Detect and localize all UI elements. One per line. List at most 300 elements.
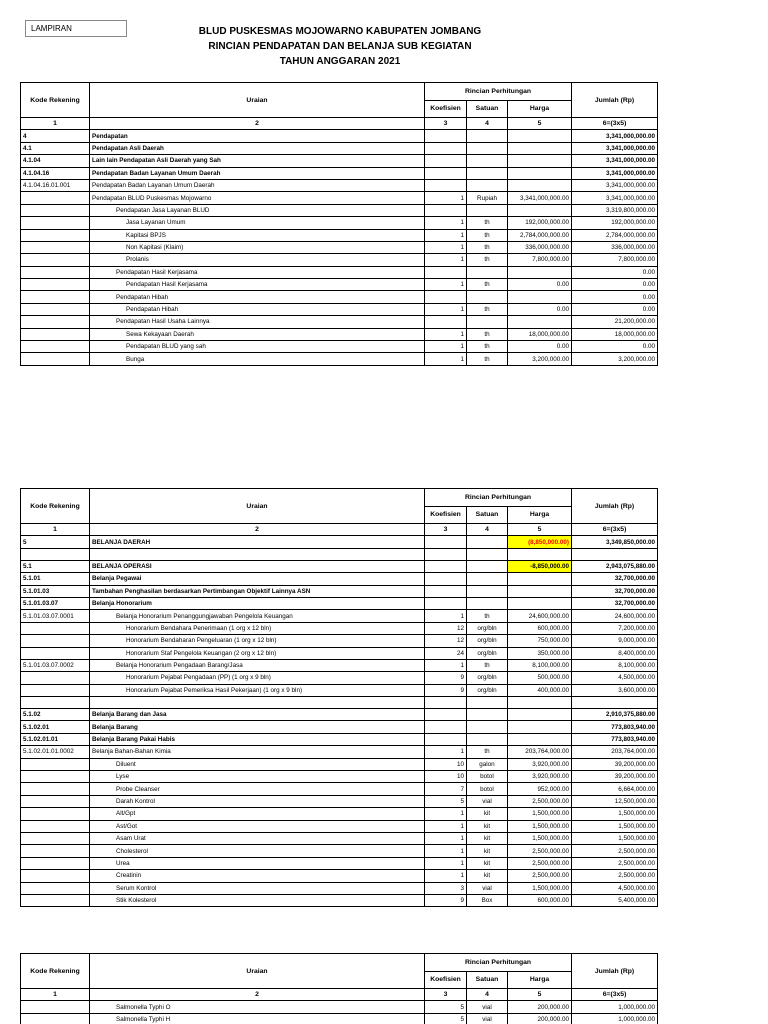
cell-koefisien: 12	[425, 635, 467, 647]
cell-koefisien	[425, 266, 467, 278]
cell-uraian: Lyse	[90, 771, 425, 783]
column-header-jumlah: Jumlah (Rp)	[572, 954, 658, 989]
cell-jumlah: 3,341,000,000.00	[572, 192, 658, 204]
column-number-kode: 1	[21, 524, 90, 536]
cell-uraian: Belanja Honorarium Penanggungjawaban Pengelola Keuangan	[90, 610, 425, 622]
cell-koefisien: 1	[425, 610, 467, 622]
cell-kode-rekening	[21, 229, 90, 241]
column-number-uraian: 2	[90, 989, 425, 1001]
table-row	[21, 709, 658, 721]
cell-koefisien: 1	[425, 192, 467, 204]
cell-harga: 2,500,000.00	[508, 857, 572, 869]
column-number-koefisien: 3	[425, 524, 467, 536]
table-row	[21, 167, 658, 179]
cell-harga: 200,000.00	[508, 1001, 572, 1013]
cell-harga	[508, 204, 572, 216]
cell-uraian: Prolanis	[90, 254, 425, 266]
cell-kode-rekening	[21, 241, 90, 253]
cell-harga: 0.00	[508, 279, 572, 291]
cell-uraian: Belanja Honorarium	[90, 597, 425, 609]
cell-satuan: th	[467, 659, 508, 671]
cell-harga: 3,920,000.00	[508, 771, 572, 783]
cell-jumlah: 12,500,000.00	[572, 795, 658, 807]
cell-jumlah: 2,500,000.00	[572, 870, 658, 882]
cell-satuan: vial	[467, 1013, 508, 1024]
cell-kode-rekening	[21, 279, 90, 291]
cell-koefisien: 1	[425, 746, 467, 758]
table-row	[21, 845, 658, 857]
cell-harga: 500,000.00	[508, 672, 572, 684]
table-row	[21, 241, 658, 253]
cell-uraian: Jasa Layanan Umum	[90, 217, 425, 229]
cell-kode-rekening	[21, 697, 90, 709]
table-row	[21, 1001, 658, 1013]
cell-harga: 1,500,000.00	[508, 820, 572, 832]
column-number-uraian: 2	[90, 118, 425, 130]
cell-uraian: Kapitasi BPJS	[90, 229, 425, 241]
cell-jumlah: 2,943,075,880.00	[572, 560, 658, 572]
cell-uraian: Creatinin	[90, 870, 425, 882]
cell-uraian: Honorarium Pejabat Pemeriksa Hasil Pekerjaan) (1 org x 9 bln)	[90, 684, 425, 696]
column-number-koefisien: 3	[425, 118, 467, 130]
table-row	[21, 820, 658, 832]
cell-kode-rekening	[21, 894, 90, 906]
cell-kode-rekening	[21, 291, 90, 303]
column-number-jumlah: 6=(3x5)	[572, 524, 658, 536]
lampiran-label: LAMPIRAN	[25, 20, 127, 37]
cell-uraian: Belanja Barang Pakai Habis	[90, 733, 425, 745]
cell-harga: 1,500,000.00	[508, 832, 572, 844]
cell-jumlah: 0.00	[572, 341, 658, 353]
cell-uraian: Bunga	[90, 353, 425, 365]
table-row	[21, 597, 658, 609]
cell-kode-rekening	[21, 217, 90, 229]
column-number-uraian: 2	[90, 524, 425, 536]
cell-jumlah: 773,803,940.00	[572, 721, 658, 733]
cell-koefisien	[425, 291, 467, 303]
cell-satuan: th	[467, 328, 508, 340]
cell-uraian: Serum Kontrol	[90, 882, 425, 894]
cell-uraian: Honorarium Bendahara Penerimaan (1 org x 12 bln)	[90, 622, 425, 634]
cell-jumlah: 192,000,000.00	[572, 217, 658, 229]
cell-harga: 3,200,000.00	[508, 353, 572, 365]
cell-satuan	[467, 179, 508, 191]
cell-harga: 1,500,000.00	[508, 808, 572, 820]
cell-koefisien: 1	[425, 659, 467, 671]
cell-koefisien	[425, 733, 467, 745]
cell-uraian: Pendapatan Jasa Layanan BLUD	[90, 204, 425, 216]
cell-jumlah: 2,500,000.00	[572, 857, 658, 869]
cell-harga: 0.00	[508, 303, 572, 315]
cell-satuan: th	[467, 746, 508, 758]
cell-harga	[508, 167, 572, 179]
cell-jumlah: 32,700,000.00	[572, 573, 658, 585]
table-row	[21, 832, 658, 844]
cell-jumlah: 32,700,000.00	[572, 597, 658, 609]
cell-satuan	[467, 721, 508, 733]
cell-harga: 2,500,000.00	[508, 795, 572, 807]
cell-satuan: Rupiah	[467, 192, 508, 204]
cell-satuan	[467, 204, 508, 216]
table-row	[21, 204, 658, 216]
cell-koefisien: 12	[425, 622, 467, 634]
column-header-kode: Kode Rekening	[21, 954, 90, 989]
column-header-kode: Kode Rekening	[21, 489, 90, 524]
cell-uraian: Stik Kolesterol	[90, 894, 425, 906]
cell-koefisien: 1	[425, 229, 467, 241]
table-row	[21, 1013, 658, 1024]
column-header-satuan: Satuan	[467, 971, 508, 988]
cell-koefisien: 1	[425, 341, 467, 353]
cell-kode-rekening: 5	[21, 536, 90, 548]
table-row	[21, 610, 658, 622]
cell-harga: 400,000.00	[508, 684, 572, 696]
table-row	[21, 229, 658, 241]
cell-uraian: Non Kapitasi (Klaim)	[90, 241, 425, 253]
table-row	[21, 142, 658, 154]
table-header	[21, 954, 658, 1001]
cell-kode-rekening	[21, 857, 90, 869]
cell-jumlah: 3,341,000,000.00	[572, 130, 658, 142]
cell-harga: 2,784,000,000.00	[508, 229, 572, 241]
column-number-kode: 1	[21, 118, 90, 130]
cell-kode-rekening	[21, 1001, 90, 1013]
column-header-koefisien: Koefisien	[425, 100, 467, 117]
cell-koefisien	[425, 204, 467, 216]
cell-koefisien	[425, 142, 467, 154]
cell-koefisien: 1	[425, 279, 467, 291]
column-header-rincian: Rincian Perhitungan	[425, 489, 572, 507]
cell-jumlah: 4,500,000.00	[572, 672, 658, 684]
table-row	[21, 279, 658, 291]
cell-satuan: th	[467, 303, 508, 315]
cell-koefisien: 1	[425, 353, 467, 365]
cell-satuan: th	[467, 254, 508, 266]
cell-kode-rekening	[21, 622, 90, 634]
column-number-satuan: 4	[467, 118, 508, 130]
cell-koefisien	[425, 179, 467, 191]
cell-satuan: th	[467, 229, 508, 241]
cell-satuan: botol	[467, 771, 508, 783]
cell-satuan	[467, 733, 508, 745]
cell-kode-rekening: 5.1.01.03.07	[21, 597, 90, 609]
table-row	[21, 721, 658, 733]
cell-uraian: Belanja Honorarium Pengadaan Barang/Jasa	[90, 659, 425, 671]
cell-kode-rekening	[21, 635, 90, 647]
table-row	[21, 536, 658, 548]
cell-jumlah: 0.00	[572, 266, 658, 278]
cell-uraian: Probe Cleanser	[90, 783, 425, 795]
cell-satuan: Box	[467, 894, 508, 906]
cell-jumlah: 3,349,850,000.00	[572, 536, 658, 548]
cell-uraian: BELANJA DAERAH	[90, 536, 425, 548]
cell-satuan: th	[467, 353, 508, 365]
cell-koefisien: 10	[425, 771, 467, 783]
cell-koefisien	[425, 709, 467, 721]
cell-jumlah	[572, 548, 658, 560]
cell-uraian: Belanja Bahan-Bahan Kimia	[90, 746, 425, 758]
cell-koefisien	[425, 155, 467, 167]
cell-jumlah: 203,764,000.00	[572, 746, 658, 758]
cell-koefisien: 1	[425, 217, 467, 229]
cell-kode-rekening	[21, 647, 90, 659]
cell-koefisien: 1	[425, 241, 467, 253]
cell-jumlah: 21,200,000.00	[572, 316, 658, 328]
cell-jumlah	[572, 697, 658, 709]
cell-kode-rekening: 4.1.04.16	[21, 167, 90, 179]
cell-uraian: Darah Kontrol	[90, 795, 425, 807]
cell-harga: 2,500,000.00	[508, 870, 572, 882]
cell-koefisien	[425, 316, 467, 328]
cell-satuan	[467, 585, 508, 597]
table-row	[21, 316, 658, 328]
table-row	[21, 684, 658, 696]
cell-harga: 336,000,000.00	[508, 241, 572, 253]
cell-harga	[508, 697, 572, 709]
column-header-koefisien: Koefisien	[425, 971, 467, 988]
cell-uraian: Pendapatan Badan Layanan Umum Daerah	[90, 179, 425, 191]
cell-jumlah: 2,500,000.00	[572, 845, 658, 857]
cell-uraian: Belanja Pegawai	[90, 573, 425, 585]
cell-koefisien	[425, 697, 467, 709]
cell-kode-rekening: 5.1	[21, 560, 90, 572]
rincian-table-pendapatan	[20, 82, 658, 366]
cell-uraian: Pendapatan Hibah	[90, 303, 425, 315]
column-header-harga: Harga	[508, 971, 572, 988]
cell-jumlah: 39,200,000.00	[572, 771, 658, 783]
cell-koefisien: 9	[425, 684, 467, 696]
cell-uraian: Pendapatan Hibah	[90, 291, 425, 303]
cell-satuan: th	[467, 341, 508, 353]
column-number-harga: 5	[508, 524, 572, 536]
cell-satuan: vial	[467, 795, 508, 807]
cell-kode-rekening	[21, 192, 90, 204]
table-row	[21, 254, 658, 266]
column-number-satuan: 4	[467, 524, 508, 536]
table-row	[21, 328, 658, 340]
cell-koefisien: 5	[425, 795, 467, 807]
cell-harga: 24,600,000.00	[508, 610, 572, 622]
cell-uraian: Urea	[90, 857, 425, 869]
column-number-jumlah: 6=(3x5)	[572, 989, 658, 1001]
cell-kode-rekening	[21, 783, 90, 795]
cell-harga: 3,920,000.00	[508, 758, 572, 770]
cell-jumlah: 39,200,000.00	[572, 758, 658, 770]
cell-uraian: Honorarium Staf Pengelola Keuangan (2 org x 12 bln)	[90, 647, 425, 659]
cell-harga	[508, 266, 572, 278]
cell-satuan	[467, 597, 508, 609]
cell-harga: 1,500,000.00	[508, 882, 572, 894]
cell-satuan: vial	[467, 882, 508, 894]
cell-jumlah: 8,100,000.00	[572, 659, 658, 671]
cell-harga	[508, 573, 572, 585]
cell-kode-rekening	[21, 548, 90, 560]
cell-kode-rekening	[21, 316, 90, 328]
cell-jumlah: 1,000,000.00	[572, 1013, 658, 1024]
cell-satuan	[467, 155, 508, 167]
cell-harga	[508, 142, 572, 154]
cell-uraian: Salmonella Typhi O	[90, 1001, 425, 1013]
cell-kode-rekening	[21, 771, 90, 783]
cell-satuan	[467, 548, 508, 560]
cell-kode-rekening	[21, 795, 90, 807]
cell-uraian: Sewa Kekayaan Daerah	[90, 328, 425, 340]
cell-uraian: BELANJA OPERASI	[90, 560, 425, 572]
cell-harga: 18,000,000.00	[508, 328, 572, 340]
cell-jumlah: 773,803,940.00	[572, 733, 658, 745]
cell-harga: (8,850,000.00)	[508, 536, 572, 548]
cell-kode-rekening	[21, 341, 90, 353]
cell-koefisien: 7	[425, 783, 467, 795]
cell-satuan: kit	[467, 870, 508, 882]
cell-harga	[508, 179, 572, 191]
cell-koefisien	[425, 721, 467, 733]
column-header-uraian: Uraian	[90, 83, 425, 118]
column-number-harga: 5	[508, 118, 572, 130]
table-row	[21, 130, 658, 142]
cell-kode-rekening	[21, 254, 90, 266]
column-header-koefisien: Koefisien	[425, 506, 467, 523]
cell-kode-rekening	[21, 882, 90, 894]
cell-uraian: Alt/Gpt	[90, 808, 425, 820]
cell-koefisien	[425, 560, 467, 572]
column-header-rincian: Rincian Perhitungan	[425, 83, 572, 101]
cell-jumlah: 0.00	[572, 279, 658, 291]
cell-koefisien: 5	[425, 1001, 467, 1013]
cell-kode-rekening	[21, 353, 90, 365]
cell-harga: 952,000.00	[508, 783, 572, 795]
cell-jumlah: 3,341,000,000.00	[572, 155, 658, 167]
cell-harga	[508, 709, 572, 721]
table-row	[21, 560, 658, 572]
column-header-jumlah: Jumlah (Rp)	[572, 83, 658, 118]
cell-satuan: org/bln	[467, 672, 508, 684]
cell-harga	[508, 721, 572, 733]
table-row	[21, 353, 658, 365]
cell-uraian: Pendapatan Badan Layanan Umum Daerah	[90, 167, 425, 179]
cell-uraian	[90, 697, 425, 709]
cell-kode-rekening: 4.1.04.16.01.001	[21, 179, 90, 191]
column-number-koefisien: 3	[425, 989, 467, 1001]
cell-kode-rekening: 4.1	[21, 142, 90, 154]
table-row	[21, 771, 658, 783]
cell-satuan: th	[467, 610, 508, 622]
cell-koefisien: 1	[425, 832, 467, 844]
cell-satuan	[467, 316, 508, 328]
cell-koefisien	[425, 548, 467, 560]
column-header-jumlah: Jumlah (Rp)	[572, 489, 658, 524]
column-number-harga: 5	[508, 989, 572, 1001]
cell-kode-rekening	[21, 845, 90, 857]
table-row	[21, 870, 658, 882]
cell-harga: 0.00	[508, 341, 572, 353]
column-number-jumlah: 6=(3x5)	[572, 118, 658, 130]
column-header-uraian: Uraian	[90, 489, 425, 524]
rincian-table-continued	[20, 953, 658, 1024]
cell-satuan	[467, 560, 508, 572]
column-number-satuan: 4	[467, 989, 508, 1001]
table-row	[21, 808, 658, 820]
column-header-uraian: Uraian	[90, 954, 425, 989]
cell-satuan	[467, 142, 508, 154]
cell-jumlah: 1,000,000.00	[572, 1001, 658, 1013]
table-row	[21, 585, 658, 597]
cell-jumlah: 0.00	[572, 291, 658, 303]
header-title-line3: TAHUN ANGGARAN 2021	[279, 56, 401, 67]
cell-harga: 8,100,000.00	[508, 659, 572, 671]
cell-harga: 350,000.00	[508, 647, 572, 659]
table-header	[21, 83, 658, 130]
cell-harga: 600,000.00	[508, 894, 572, 906]
cell-kode-rekening: 5.1.02.01.01.0002	[21, 746, 90, 758]
cell-kode-rekening: 4	[21, 130, 90, 142]
cell-koefisien: 1	[425, 808, 467, 820]
cell-uraian: Tambahan Penghasilan berdasarkan Pertimbangan Objektif Lainnya ASN	[90, 585, 425, 597]
cell-jumlah: 8,400,000.00	[572, 647, 658, 659]
document-header	[170, 24, 510, 69]
table-row	[21, 659, 658, 671]
cell-kode-rekening	[21, 303, 90, 315]
table-row	[21, 548, 658, 560]
table-header	[21, 489, 658, 536]
cell-koefisien: 1	[425, 303, 467, 315]
cell-koefisien	[425, 573, 467, 585]
cell-uraian: Belanja Barang	[90, 721, 425, 733]
table-row	[21, 882, 658, 894]
cell-kode-rekening: 5.1.02	[21, 709, 90, 721]
column-header-rincian: Rincian Perhitungan	[425, 954, 572, 972]
header-title-line1: BLUD PUSKESMAS MOJOWARNO KABUPATEN JOMBANG	[198, 26, 482, 37]
cell-kode-rekening: 4.1.04	[21, 155, 90, 167]
cell-jumlah: 4,500,000.00	[572, 882, 658, 894]
cell-uraian	[90, 548, 425, 560]
cell-jumlah: 24,600,000.00	[572, 610, 658, 622]
cell-uraian: Pendapatan Asli Daerah	[90, 142, 425, 154]
cell-uraian: Salmonella Typhi H	[90, 1013, 425, 1024]
cell-uraian: Lain lain Pendapatan Asli Daerah yang Sah	[90, 155, 425, 167]
cell-satuan	[467, 709, 508, 721]
cell-satuan: kit	[467, 832, 508, 844]
cell-satuan: vial	[467, 1001, 508, 1013]
cell-uraian: Honorarium Pejabat Pengadaan (PP) (1 org x 9 bln)	[90, 672, 425, 684]
cell-jumlah: 3,200,000.00	[572, 353, 658, 365]
table-row	[21, 647, 658, 659]
cell-kode-rekening	[21, 204, 90, 216]
cell-satuan	[467, 697, 508, 709]
table-row	[21, 303, 658, 315]
cell-koefisien: 1	[425, 870, 467, 882]
cell-satuan	[467, 130, 508, 142]
cell-koefisien: 9	[425, 894, 467, 906]
column-number-kode: 1	[21, 989, 90, 1001]
table-row	[21, 622, 658, 634]
cell-kode-rekening: 5.1.01	[21, 573, 90, 585]
cell-uraian: Pendapatan Hasil Usaha Lainnya	[90, 316, 425, 328]
cell-harga	[508, 597, 572, 609]
cell-jumlah: 6,664,000.00	[572, 783, 658, 795]
cell-jumlah: 7,800,000.00	[572, 254, 658, 266]
table-row	[21, 894, 658, 906]
cell-uraian: Pendapatan BLUD Puskesmas Mojowarno	[90, 192, 425, 204]
cell-kode-rekening	[21, 808, 90, 820]
column-header-kode: Kode Rekening	[21, 83, 90, 118]
cell-koefisien	[425, 597, 467, 609]
cell-uraian: Pendapatan BLUD yang sah	[90, 341, 425, 353]
cell-koefisien: 1	[425, 820, 467, 832]
cell-jumlah: 2,784,000,000.00	[572, 229, 658, 241]
cell-satuan	[467, 167, 508, 179]
table-row	[21, 733, 658, 745]
